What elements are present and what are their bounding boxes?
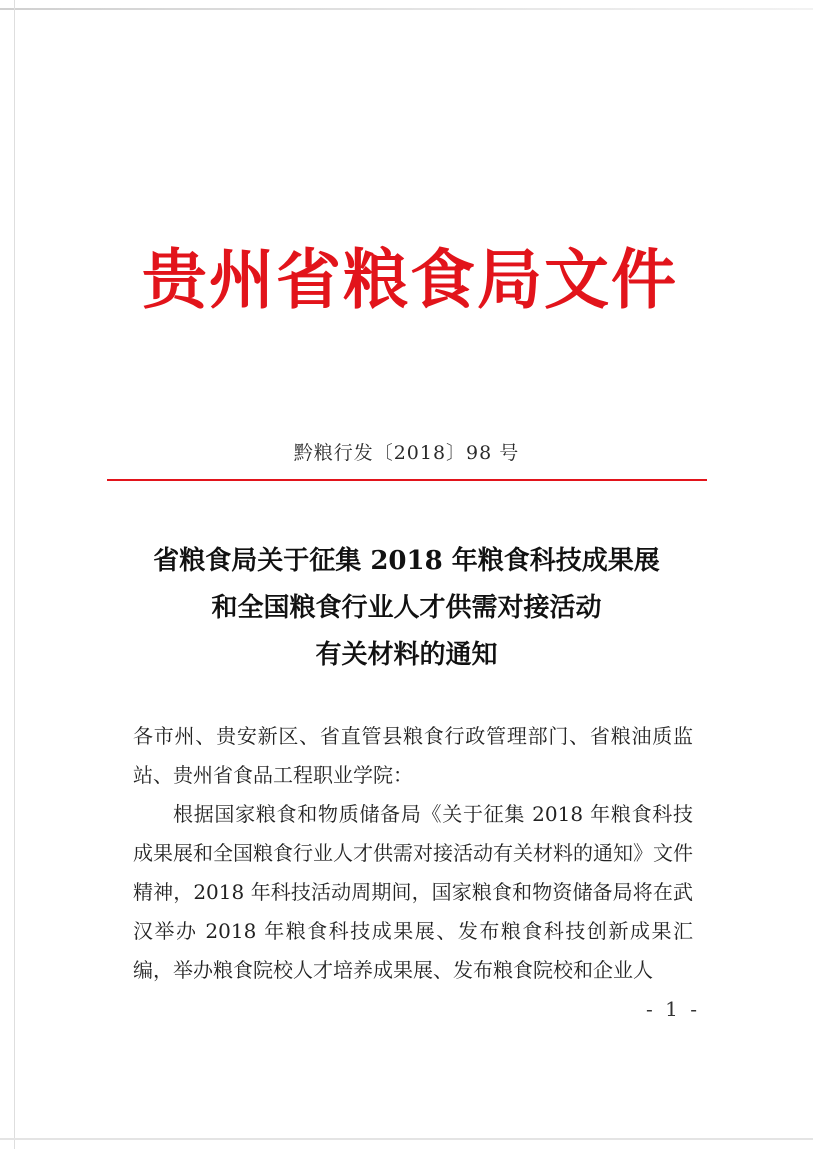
page-number: - 1 - bbox=[646, 997, 700, 1021]
document-title-line-1: 省粮食局关于征集 2018 年粮食科技成果展 bbox=[153, 546, 660, 576]
document-body bbox=[133, 717, 693, 990]
red-divider-rule bbox=[107, 479, 707, 481]
scan-edge-bottom bbox=[0, 1138, 813, 1140]
document-title bbox=[100, 538, 713, 679]
masthead-title: 贵州省粮食局文件 bbox=[141, 242, 678, 318]
addressees: 各市州、贵安新区、省直管县粮食行政管理部门、省粮油质监站、贵州省食品工程职业学院： bbox=[133, 724, 693, 787]
document-title-line-3: 有关材料的通知 bbox=[315, 640, 498, 670]
scan-edge-top bbox=[0, 8, 813, 10]
document-title-line-2: 和全国粮食行业人才供需对接活动 bbox=[211, 593, 602, 623]
body-paragraph: 根据国家粮食和物质储备局《关于征集 2018 年粮食科技成果展和全国粮食行业人才供需对接活动有关材料的通知》文件精神，2018 年科技活动周期间，国家粮食和物资储备局将在武汉举办 2018 年粮食科技成果展、发布粮食科技创新成果汇编，举办粮食院校人才培养成果展、发布粮食院校和企业人 bbox=[133, 802, 693, 982]
scan-edge-left bbox=[14, 0, 15, 1149]
document-number: 黔粮行发〔2018〕98 号 bbox=[293, 442, 520, 464]
